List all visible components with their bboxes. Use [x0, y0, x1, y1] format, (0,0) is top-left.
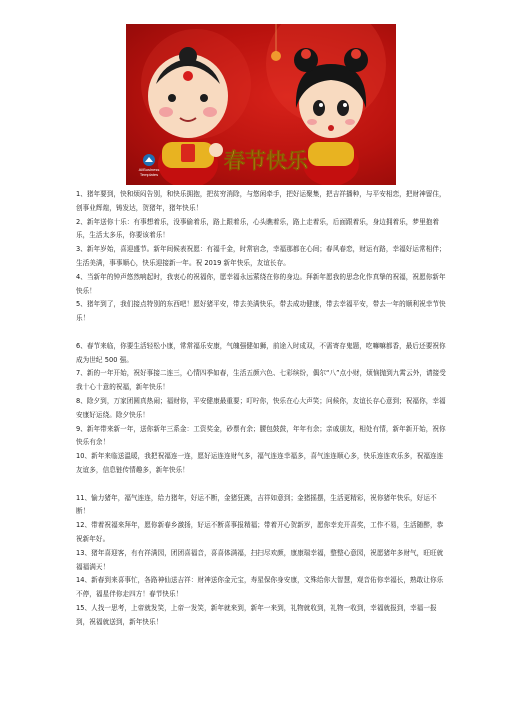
greeting-2: 2、新年送你十乐：有事想着乐，没事偷着乐，路上跟着乐，心头瞧着乐，路上走着乐，后面跟着乐，身边拥着乐，梦里抱着乐，生活太多乐，你要该着乐！ — [76, 217, 440, 240]
logo-line-1: AllBusiness — [138, 167, 160, 172]
greeting-3: 3、新年岁始，喜迎盛节。新年间候表祝愿：有福千金，时常宿念，幸福那都在心间；春风春恋，财运有路，幸福好运常相伴；生活美满，事事顺心，快乐迎接新一年。祝 2019 新年快乐，友谊长存。 — [76, 245, 446, 267]
greetings-list — [76, 188, 448, 630]
greeting-9: 9、新年带来新一年，送你新年三系金：工资奖金，砂票有余；腰包鼓鼓，年年有余；亲戚朋友，相处有情，新年新开始，祝你快乐有余！ — [76, 424, 446, 447]
greeting-10: 10、新年来临送温暖，我把祝福连一连，愿好运连连财气多，福气连连幸福多，喜气连连顺心多，快乐连连欢乐多，祝福连连友谊多，信息链传情趣多，新年快乐！ — [76, 452, 444, 474]
greeting-8: 8、除夕到，万家团圆真热闹；福财你，平安健康最重要；叮咛你，快乐在心大声笑；问候你，友谊长存心意到；祝福你，幸福安康好运绕。除夕快乐！ — [76, 396, 446, 419]
allbusiness-templates-logo — [129, 153, 169, 183]
hero-title: 春节快乐 — [224, 148, 308, 173]
greeting-6: 6、春节来临，你要生活轻松小康，常常福乐安康，气魄强健如狮，前途入时成双，不需寄存鬼题，吃嘛嘛都香，最后还要祝你成为世纪 500 强。 — [76, 341, 446, 364]
greeting-1: 1、猪年要到，快和烦闷告别，和快乐拥抱，把贫穷消除，与悠闲牵手，把好运聚集，把吉祥播种，与平安相恋，把财神留住，创事业辉煌，铸发达，贺猪年，猪年快乐！ — [76, 190, 446, 212]
greeting-15: 15、人找一思考，上帝就发笑，上帝一发笑，新年就来到，新年一来到，礼物就收到，礼物一收到，幸福就报到，幸福一报到，祝福就送到，新年快乐！ — [76, 603, 437, 626]
greeting-11: 11、愉力猪年，福气连连，给力猪年，好运不断，金猪狂跳，吉祥如意到；金猪摇摆，生活更精彩，祝你猪年快乐，好运不断！ — [76, 493, 437, 516]
greeting-7: 7、新的一年开始，祝好事接二连三，心情四季如春，生活五颜六色、七彩缤纷，偶尔“八”点小财，烦恼抛到九霄云外，请接受我十心十意的祝福，新年快乐！ — [76, 369, 446, 392]
paragraph-gap — [76, 326, 448, 340]
greeting-13: 13、猪年喜迎客，有有祥满园，团团喜福音，喜喜体满福，扫扫尽欢颜，康康瑞幸福，整整心意园，祝愿猪年多财气，旺旺就福福满天！ — [76, 548, 444, 571]
greeting-12: 12、带着祝福来拜年，愿你新春乡激扬，好运不断喜事报精福；带着开心贺新岁，愿你幸充开喜奖，工作不易，生活随醉，恭祝新年好。 — [76, 521, 444, 543]
logo-line-2: Templates — [139, 172, 159, 177]
greeting-14: 14、新春到来喜事忙，各路神仙送吉祥：财神送你金元宝，寿星保你身安康，文殊给你大智慧，观音佑你幸福长，熟敢让你乐不停，福星伴你走四方！春节快乐！ — [76, 576, 444, 599]
paragraph-gap — [76, 478, 448, 492]
greeting-5: 5、猪年到了，我们接点特别的东西吧！愿好猪平安，带去美满快乐，带去成功健康，带去幸福平安，带去一年的顺利祝幸节快乐！ — [76, 300, 446, 323]
greeting-4: 4、当新年的钟声悠然响起时，我衷心的祝福你，愿幸福永远萦绕在你的身边。拜新年愿我的思念化作真挚的祝福，祝愿你新年快乐！ — [76, 272, 446, 295]
logo-text — [129, 167, 169, 177]
